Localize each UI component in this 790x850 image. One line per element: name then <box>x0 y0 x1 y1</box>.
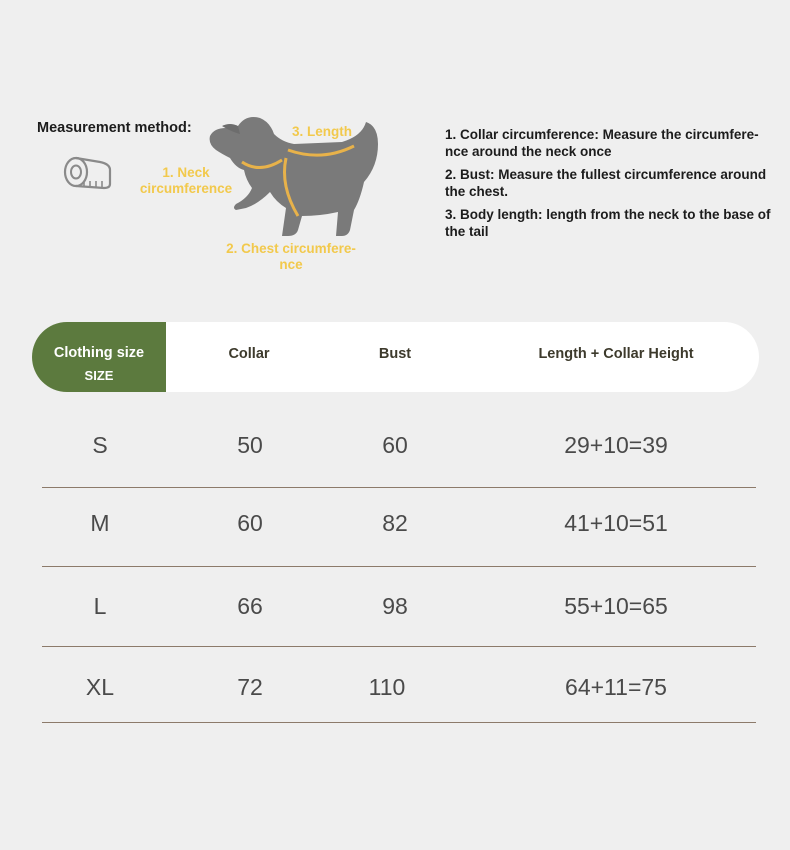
header-collar: Collar <box>228 346 270 362</box>
cell-length: 29+10=39 <box>564 432 668 458</box>
cell-length: 55+10=65 <box>564 593 668 619</box>
instruction-bust: 2. Bust: Measure the fullest circumference around the chest. <box>445 167 767 199</box>
cell-collar: 72 <box>237 674 263 700</box>
instruction-length: 3. Body length: length from the neck to the base of the tail <box>445 207 771 239</box>
header-length: Length + Collar Height <box>538 346 694 362</box>
measurement-instructions <box>445 126 780 246</box>
chest-annotation-line2: nce <box>279 257 303 272</box>
size-table-header <box>32 322 759 392</box>
table-row-xl <box>42 647 756 723</box>
length-annotation: 3. Length <box>292 124 352 139</box>
chest-annotation <box>216 241 366 273</box>
cell-size: S <box>92 432 108 458</box>
cell-bust: 82 <box>382 510 408 536</box>
header-clothing-size <box>32 322 166 392</box>
neck-annotation <box>138 165 234 197</box>
header-size-label: Clothing size <box>53 345 145 361</box>
cell-size: L <box>93 593 107 619</box>
row-divider <box>42 722 756 723</box>
measurement-method-label: Measurement method: <box>37 120 192 136</box>
cell-bust: 60 <box>382 432 408 458</box>
cell-bust: 110 <box>368 674 406 700</box>
neck-annotation-line2: circumference <box>139 181 233 196</box>
table-row-l <box>42 567 756 647</box>
table-row-m <box>42 488 756 567</box>
cell-collar: 60 <box>237 510 263 536</box>
cell-size: M <box>90 510 110 536</box>
measuring-tape-icon <box>62 154 112 192</box>
table-row-s <box>42 412 756 488</box>
cell-size: XL <box>85 674 115 700</box>
cell-length: 64+11=75 <box>565 674 667 700</box>
cell-collar: 66 <box>237 593 263 619</box>
neck-annotation-line1: 1. Neck <box>162 165 210 180</box>
chest-annotation-line1: 2. Chest circumfere- <box>226 241 356 256</box>
instruction-collar: 1. Collar circumference: Measure the circumfere-nce around the neck once <box>445 127 759 159</box>
cell-length: 41+10=51 <box>564 510 668 536</box>
header-size-sublabel: SIZE <box>84 368 114 383</box>
cell-collar: 50 <box>237 432 263 458</box>
cell-bust: 98 <box>382 593 408 619</box>
header-bust: Bust <box>378 346 412 362</box>
